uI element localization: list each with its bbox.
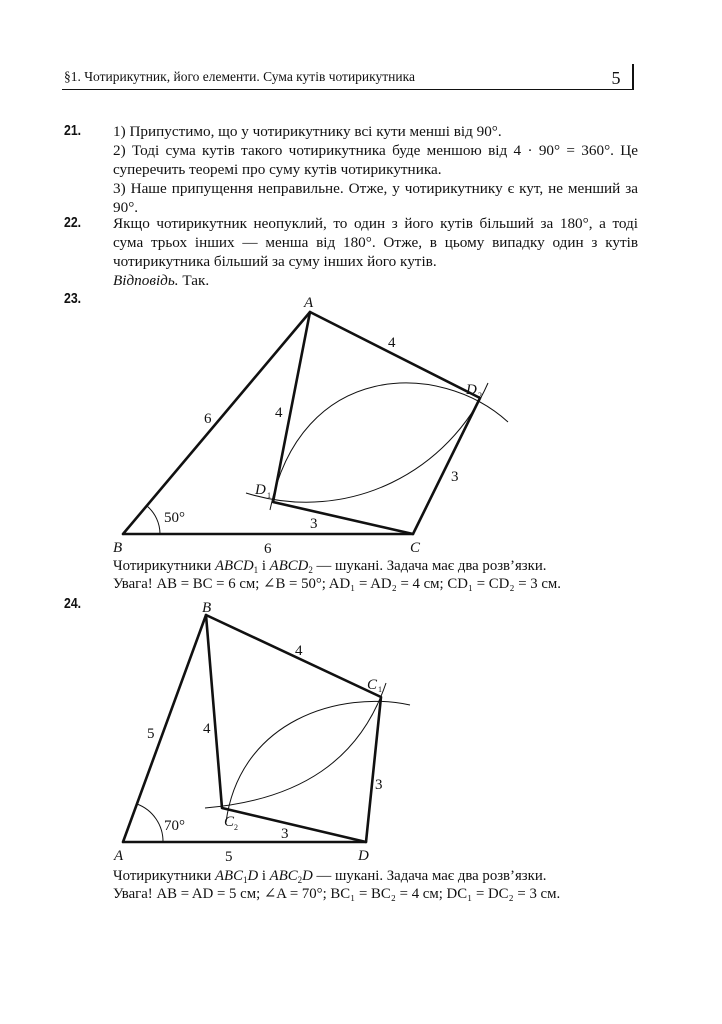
length-bc1-label: 4 <box>295 643 303 659</box>
caption-text: Чотирикутники <box>113 558 216 574</box>
length-ab-label: 5 <box>147 726 155 742</box>
vertex-c-label: C <box>410 540 421 556</box>
vertex-c2-label: C <box>224 814 235 830</box>
problem-22-paragraph: Якщо чотирикутник неопуклий, то один з його кутів більший за 180°, а тоді сума трьох інших — менша від 180°. Отже, в цьому випадку один з кутів чотирикутника більший за суму інших його кутів. <box>113 215 638 270</box>
vertex-b-label: B <box>113 540 123 556</box>
quad-subscript: 1 <box>242 875 248 885</box>
angle-a-label: 70° <box>164 818 185 834</box>
length-bc2-label: 4 <box>203 721 211 737</box>
header-title: §1. Чотирикутник, його елементи. Сума кутів чотирикутника <box>64 69 415 84</box>
problem-23-number: 23. <box>64 290 82 307</box>
length-ad1-label: 4 <box>275 405 283 421</box>
quad-name: ABC <box>215 868 243 884</box>
quadrilateral-abc2d-edge <box>206 615 366 842</box>
problem-21-step-3: 3) Наше припущення неправильне. Отже, у чотирикутнику є кут, не менший за 90°. <box>113 180 638 216</box>
quad-name: D <box>247 868 259 884</box>
angle-b-label: 50° <box>164 510 185 526</box>
angle-a-arc <box>137 804 163 842</box>
vertex-a-label: A <box>114 848 124 864</box>
problem-21-step-1: 1) Припустимо, що у чотирикутнику всі кути менші від 90°. <box>113 123 502 140</box>
problem-21-number: 21. <box>64 122 82 139</box>
given-conditions: AB = BC = 6 см; ∠B = 50°; AD₁ = AD₂ = 4 см; CD₁ = CD₂ = 3 см. <box>156 576 561 592</box>
attention-label: Увага! <box>113 886 157 902</box>
problem-24-caption-line1 <box>113 867 653 885</box>
problem-24-number: 24. <box>64 595 82 612</box>
caption-text: і <box>258 868 270 884</box>
length-ad-label: 5 <box>225 849 233 865</box>
vertex-d-label: D <box>358 848 369 864</box>
caption-text: — шукані. Задача має два розв’язки. <box>312 868 547 884</box>
given-conditions: AB = AD = 5 см; ∠A = 70°; BC₁ = BC₂ = 4 см; DC₁ = DC₂ = 3 см. <box>156 886 561 902</box>
quadrilateral-abc1d-edge <box>123 615 381 842</box>
problem-24-caption <box>113 867 653 903</box>
page-number: 5 <box>600 64 634 90</box>
length-dc2-label: 3 <box>281 826 289 842</box>
vertex-d2-sub: 2 <box>478 391 482 400</box>
vertex-d1-sub: 1 <box>267 491 271 500</box>
quad-name: D <box>302 868 313 884</box>
quad-subscript: 2 <box>297 875 303 885</box>
caption-text: — шукані. Задача має два розв’язки. <box>312 558 547 574</box>
quad-name: ABCD <box>269 558 309 574</box>
length-bc-label: 6 <box>264 541 272 557</box>
quad-name: ABC <box>269 868 298 884</box>
caption-text: Чотирикутники <box>113 868 216 884</box>
construction-arc-upper <box>226 701 410 822</box>
answer-value: Так. <box>182 272 210 289</box>
problem-24-caption-line2 <box>113 885 653 903</box>
quad-subscript: 1 <box>253 565 259 575</box>
length-ad2-label: 4 <box>388 335 396 351</box>
vertex-c1-label: C <box>367 677 378 693</box>
vertex-c1-sub: 1 <box>378 685 382 694</box>
vertex-d2-label: D <box>466 382 477 398</box>
problem-22-number: 22. <box>64 214 82 231</box>
problem-21-step-2: 2) Тоді сума кутів такого чотирикутника буде меншою від 4 · 90° = 360°. Це суперечить теоремі про суму кутів чотирикутника. <box>113 142 638 178</box>
quad-name: ABCD <box>215 558 254 574</box>
length-ab-label: 6 <box>204 411 212 427</box>
vertex-d1-label: D <box>255 482 266 498</box>
vertex-a-label: A <box>304 295 314 311</box>
length-cd1-label: 3 <box>310 516 318 532</box>
answer-label: Відповідь. <box>113 272 179 289</box>
vertex-c2-sub: 2 <box>234 823 238 832</box>
quad-subscript: 2 <box>308 565 313 575</box>
attention-label: Увага! <box>113 576 157 592</box>
length-cd2-label: 3 <box>451 469 459 485</box>
vertex-b-label: B <box>202 600 212 616</box>
caption-text: і <box>258 558 270 574</box>
length-dc1-label: 3 <box>375 777 383 793</box>
